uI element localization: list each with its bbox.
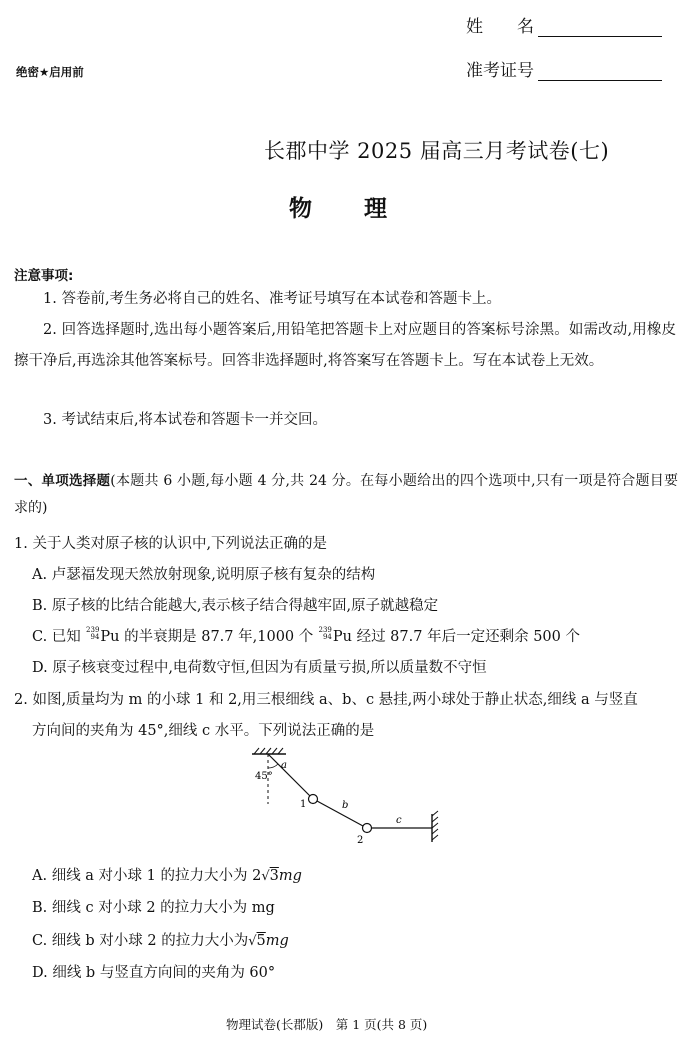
notice-heading: 注意事项:: [14, 268, 74, 284]
exam-id-blank: [538, 62, 662, 81]
q1-c-prefix: C. 已知: [32, 629, 81, 645]
wall-hatch: [432, 811, 438, 840]
q2-c-prefix: C. 细线 b 对小球 2 的拉力大小为: [32, 933, 249, 949]
q2-option-d: D. 细线 b 与竖直方向间的夹角为 60°: [32, 965, 276, 981]
q2-a-unit: mg: [278, 868, 302, 884]
name-label: 姓 名: [466, 17, 534, 37]
name-blank: [538, 18, 662, 37]
name-field: [466, 12, 662, 37]
string-a: [268, 754, 312, 798]
ball-2: [363, 824, 372, 833]
ball-1-label: 1: [300, 799, 307, 810]
isotope-notation-2: 239 94: [318, 626, 332, 641]
isotope-notation: 239 94: [86, 626, 100, 641]
isotope-symbol: Pu: [100, 629, 120, 645]
notice-item-3: 3. 考试结束后,将本试卷和答题卡一并交回。: [43, 412, 328, 428]
sqrt-sign-2: √: [248, 934, 257, 949]
q2-c-unit: mg: [265, 933, 289, 949]
angle-arc: [268, 764, 278, 768]
q1-option-c: [32, 625, 580, 646]
ceiling-hatch: [254, 748, 283, 754]
q2-stem-line1: 2. 如图,质量均为 m 的小球 1 和 2,用三根细线 a、b、c 悬挂,两小球处于静止状态,细线 a 与竖直: [14, 692, 638, 708]
label-b: b: [342, 800, 349, 811]
ball-1: [309, 795, 318, 804]
q1-stem: 1. 关于人类对原子核的认识中,下列说法正确的是: [14, 536, 328, 552]
ball-2-label: 2: [357, 835, 364, 846]
q2-c-radicand: 5: [256, 933, 266, 949]
q1-option-d: D. 原子核衰变过程中,电荷数守恒,但因为有质量亏损,所以质量数不守恒: [32, 660, 487, 676]
q2-a-radicand: 3: [269, 868, 279, 884]
section-title: 一、单项选择题: [14, 473, 111, 489]
q1-option-b: B. 原子核的比结合能越大,表示核子结合得越牢固,原子就越稳定: [32, 598, 439, 614]
angle-label: 45°: [255, 771, 273, 782]
notice-item-1: 1. 答卷前,考生务必将自己的姓名、准考证号填写在本试卷和答题卡上。: [43, 291, 502, 307]
subject-title: 物 理: [289, 195, 389, 222]
q2-figure: [246, 746, 446, 850]
exam-id-label: 准考证号: [466, 61, 534, 81]
q1-option-a: A. 卢瑟福发现天然放射现象,说明原子核有复杂的结构: [32, 567, 376, 583]
q2-stem-line2: 方向间的夹角为 45°,细线 c 水平。下列说法正确的是: [32, 723, 375, 739]
string-b: [317, 801, 363, 826]
section-desc: (本题共 6 小题,每小题 4 分,共 24 分。在每小题给出的四个选项中,只有一项是符合题目要求的): [14, 473, 679, 516]
q2-option-b: B. 细线 c 对小球 2 的拉力大小为 mg: [32, 900, 275, 916]
sqrt-sign: √: [261, 869, 270, 884]
label-a: a: [281, 760, 287, 771]
q2-option-c: [32, 929, 289, 950]
page-footer: 物理试卷(长郡版) 第 1 页(共 8 页): [226, 1017, 428, 1032]
secret-label: 绝密★启用前: [16, 65, 84, 79]
q2-a-prefix: A. 细线 a 对小球 1 的拉力大小为 2: [32, 868, 262, 884]
q1-c-end: 经过 87.7 年后一定还剩余 500 个: [356, 629, 580, 645]
q2-option-a: [32, 864, 302, 885]
section-heading: [14, 468, 678, 522]
page-title: 长郡中学 2025 届高三月考试卷(七): [264, 139, 610, 163]
notice-item-2: 2. 回答选择题时,选出每小题答案后,用铅笔把答题卡上对应题目的答案标号涂黑。如需改动,用橡皮擦干净后,再选涂其他答案标号。回答非选择题时,将答案写在答题卡上。写在本试卷上无效。: [14, 322, 676, 369]
label-c: c: [396, 815, 402, 826]
isotope-symbol-2: Pu: [332, 629, 352, 645]
exam-id-field: [466, 56, 662, 81]
q1-c-mid: 的半衰期是 87.7 年,1000 个: [124, 629, 314, 645]
